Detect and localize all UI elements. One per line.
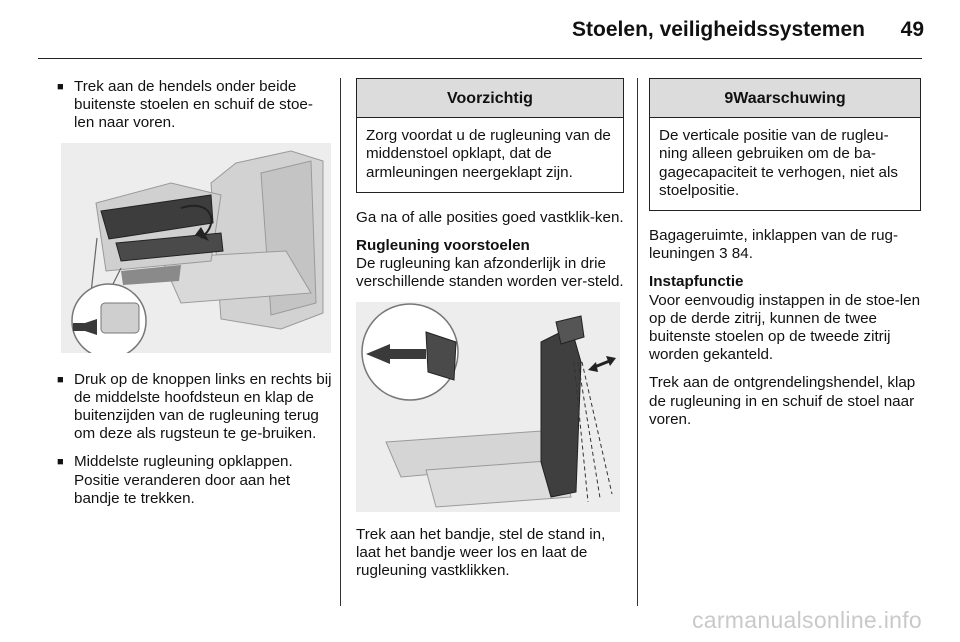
section-heading: Rugleuning voorstoelen (356, 237, 530, 255)
paragraph: Trek aan de ontgrendelingshendel, klap de rugleuning in en schuif de stoel naar voren. (649, 374, 916, 428)
column-2 (356, 78, 624, 590)
warning-box (649, 78, 921, 211)
backrest-adjustment-illustration (356, 302, 620, 512)
reference-text: Bagageruimte, inklappen van de rug-leuningen (649, 227, 899, 263)
column-divider (637, 78, 638, 606)
caution-text: Zorg voordat u de rugleuning van de middenstoel opklapt, dat de armleuningen neergeklapt zijn. (366, 127, 611, 181)
column-3 (649, 78, 921, 439)
paragraph: De rugleuning kan afzonderlijk in drie verschillende standen worden ver-steld. (356, 255, 624, 291)
cross-reference (649, 227, 921, 263)
paragraph: Ga na of alle posities goed vastklik-ken. (356, 208, 624, 226)
bullet-item: ■ Trek aan de hendels onder beide buitenste stoelen en schuif de stoe-len naar voren. (57, 78, 332, 133)
warning-icon: 9 (724, 90, 734, 107)
column-divider (340, 78, 341, 606)
page-number: 49 (900, 18, 924, 41)
page-reference-icon: 3 (719, 245, 728, 263)
bullet-item: ■ Druk op de knoppen links en rechts bij de middelste hoofdsteun en klap de buitenzijden van de rugleuning terug om deze als rugsteun te ge-bruiken. (57, 371, 332, 444)
warning-title: Waarschuwing (733, 90, 846, 107)
paragraph: Trek aan het bandje, stel de stand in, laat het bandje weer los en laat de rugleuning vastklikken. (356, 525, 606, 580)
warning-header (650, 79, 920, 118)
section-heading: Instapfunctie (649, 273, 744, 291)
watermark: carmanualsonline.info (691, 607, 922, 633)
page-header (0, 0, 960, 60)
seat-sliding-illustration (61, 143, 331, 353)
bullet-item: ■ Middelste rugleuning opklappen. Positie veranderen door aan het bandje te trekken. (57, 453, 332, 508)
caution-title: Voorzichtig (357, 79, 623, 118)
warning-text: De verticale positie van de rugleu-ning alleen gebruiken om de ba-gagecapaciteit te verhogen, niet als stoelpositie. (659, 127, 898, 199)
header-rule (38, 58, 922, 59)
caution-box (356, 78, 624, 193)
paragraph: Voor eenvoudig instappen in de stoe-len op de derde zitrij, kunnen de twee buitenste stoelen op de tweede zitrij worden gekanteld. (649, 291, 921, 364)
reference-page: 84. (731, 245, 753, 263)
column-1 (57, 78, 332, 518)
page-title: Stoelen, veiligheidssystemen (572, 18, 865, 41)
